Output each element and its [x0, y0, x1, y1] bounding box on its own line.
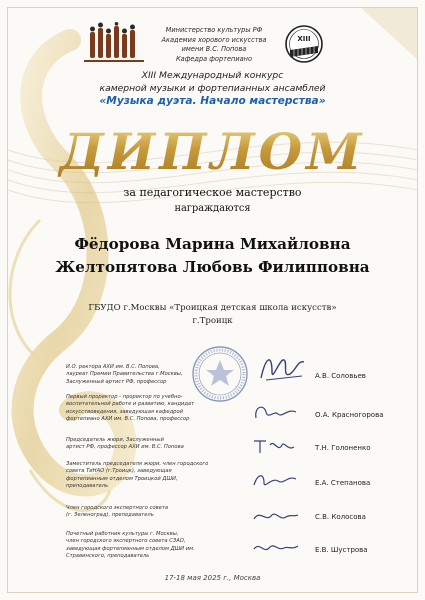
signatory-desc-line: заведующая фортепианным отделом ДШИ им. [66, 545, 195, 552]
signatory-desc-line: Почетный работник культуры г. Москвы, [66, 531, 179, 537]
signatory-name: Е.А. Степанова [315, 479, 371, 487]
signatory-desc-line: воспитательной работе и развитию, кандидат [66, 401, 195, 408]
signatory-desc-line: артист РФ, профессор АХИ им. В.С. Попова [66, 444, 184, 451]
signatory-name: О.А. Красногорова [315, 411, 384, 419]
award-reason: за педагогическое мастерство [123, 186, 302, 199]
signatory-name: Е.В. Шустрова [315, 546, 368, 554]
right-logo-text: XIII [297, 35, 311, 43]
signatory-desc-line: совета ТиНАО (г.Троицк), заведующая [66, 468, 172, 475]
signatory-desc-line: Стравинского, преподаватель [66, 553, 150, 560]
signatory-description [66, 505, 224, 520]
signatory-desc-line: фортепиано АХИ им. В.С. Попова, профессор [66, 416, 190, 423]
signature-icon [250, 469, 300, 493]
signatory-name: Т.Н. Голоненко [315, 444, 371, 452]
signatory-desc-line: Заместитель председателя жюри, член городского [66, 461, 209, 467]
signatory-desc-line: преподаватель [66, 483, 109, 490]
school-city: г.Троицк [192, 316, 233, 326]
recipient-name: Фёдорова Марина Михайловна [74, 235, 351, 253]
signatory-desc-line: Заслуженный артист РФ, профессор [66, 378, 167, 385]
signatory-desc-line: (г. Зеленоград), преподаватель [66, 512, 154, 519]
signatory-desc-line: лауреат Премии Правительства г.Москвы, [66, 371, 183, 378]
signatory-name: С.В. Колосова [315, 513, 366, 521]
footer-date: 17-18 мая 2025 г., Москва [164, 574, 261, 582]
signatory-desc-line: фортепианным отделом Троицкой ДШИ, [66, 475, 178, 482]
ministry-line: имени В.С. Попова [181, 45, 247, 53]
ministry-line: Академия хорового искусства [161, 35, 267, 44]
awarded-label: награждаются [174, 203, 251, 214]
signature-icon [258, 352, 308, 386]
signature-icon [250, 400, 300, 426]
signatory-description [66, 364, 224, 386]
signatory-name: А.В. Соловьев [315, 372, 366, 380]
signatory-desc-line: Председатель жюри, Заслуженный [66, 437, 164, 443]
ministry-line: Кафедра фортепиано [175, 54, 253, 63]
contest-line: камерной музыки и фортепианных ансамблей [99, 82, 326, 94]
signatory-description [66, 461, 224, 491]
recipient-name: Желтопятова Любовь Филипповна [55, 258, 370, 276]
signature-icon [250, 435, 300, 459]
signatory-description [66, 437, 224, 452]
contest-motto: «Музыка дуэта. Начало мастерства» [99, 95, 326, 107]
diploma-title-text: ДИПЛОМ [59, 122, 366, 181]
school-name: ГБУДО г.Москвы «Троицкая детская школа искусств» [88, 303, 337, 313]
signatory-description [66, 394, 224, 424]
signatory-desc-line: И.О. ректора АХИ им. В.С. Попова, [66, 364, 160, 370]
contest-line: XIII Международный конкурс [141, 70, 284, 81]
signature-icon [250, 537, 300, 559]
ministry-line: Министерство культуры РФ [165, 26, 263, 34]
signatory-desc-line: член городского экспертного совета СЗАО, [66, 538, 186, 545]
signature-icon [250, 505, 300, 527]
signatory-desc-line: искусствоведения, заведующая кафедрой [66, 408, 183, 415]
signatory-desc-line: Член городского экспертного совета [66, 505, 169, 511]
signatory-desc-line: Первый проректор - проректор по учебно- [66, 394, 183, 400]
signatory-description [66, 531, 224, 561]
